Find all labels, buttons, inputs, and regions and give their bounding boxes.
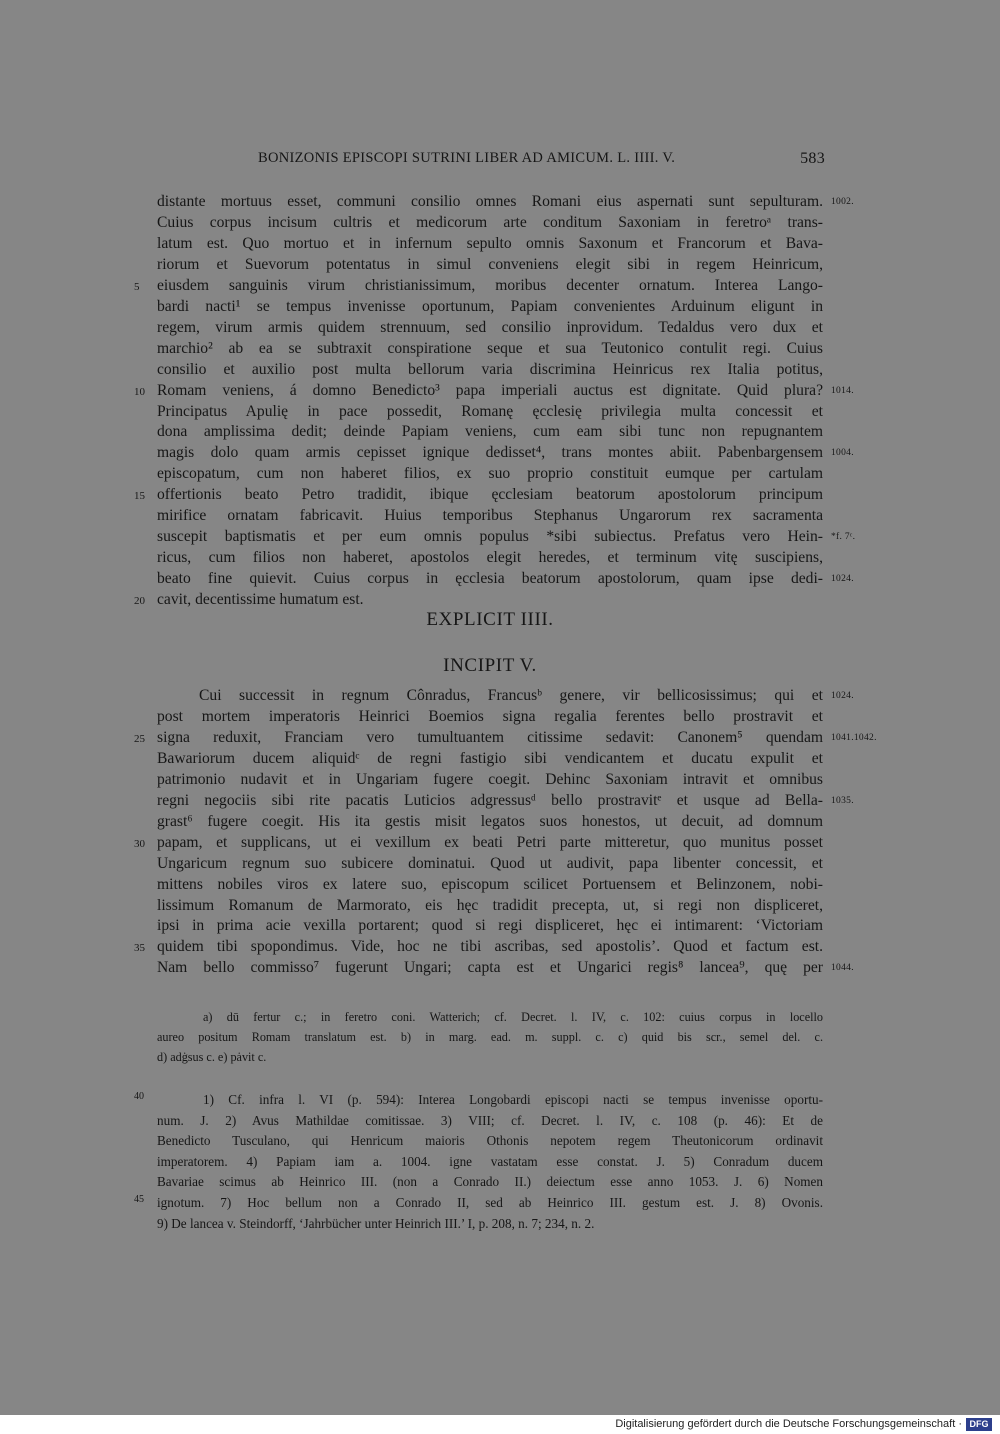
line-text: suscepit baptismatis et per eum omnis populus *sibi subiectus. Prefatus vero Hein- (157, 528, 823, 546)
line-text: mirifice ornatam fabricavit. Huius temporibus Stephanus Ungarorum rex sacramenta (157, 507, 823, 525)
text-line (157, 275, 823, 296)
line-number: 35 (134, 942, 145, 955)
margin-year: 1024. (831, 574, 854, 585)
line-number: 25 (134, 732, 145, 745)
text-line (157, 1214, 823, 1235)
margin-year: 1024. (831, 691, 854, 701)
line-text: offertionis beato Petro tradidit, ibique ęcclesiam beatorum apostolorum principum (157, 486, 823, 504)
line-text: regem, virum armis quidem strennuum, sed consilio inprovidum. Tedaldus vero dux et (157, 318, 823, 336)
dfg-logo: DFG (966, 1418, 992, 1431)
line-text: post mortem imperatoris Heinrici Boemios signa regalia ferentes bello prostravit et (157, 707, 823, 725)
line-number: 5 (134, 280, 140, 293)
line-number: 30 (134, 837, 145, 850)
line-text: marchio² ab ea se subtraxit conspiratione seque et sua Teutonico contulit regi. Cuius (157, 339, 823, 357)
text-line (157, 401, 823, 422)
text-line (157, 463, 823, 484)
line-text: consilio et auxilio post multa bellorum varia discrimina Heinricus rex Italia potitus, (157, 360, 823, 378)
text-line (157, 1111, 823, 1132)
text-line (157, 1172, 823, 1193)
text-line (157, 1047, 823, 1067)
text-line (157, 1007, 823, 1027)
text-line (157, 1152, 823, 1173)
margin-year: 1014. (831, 385, 854, 396)
text-line (157, 936, 823, 957)
text-line (157, 526, 823, 547)
line-number: 45 (134, 1194, 144, 1205)
text-line (157, 790, 823, 811)
line-text: dona amplissima dedit; deinde Papiam veniens, cum eam sibi tunc non repugnantem (157, 423, 823, 441)
running-title: BONIZONIS EPISCOPI SUTRINI LIBER AD AMICUM. L. IIII. V. (258, 150, 676, 166)
line-text: Benedicto Tusculano, qui Henricum maioris Othonis nepotem regem Theutonicorum ordinavit (157, 1133, 823, 1149)
page-number: 583 (800, 150, 825, 167)
text-line (157, 832, 823, 853)
text-line (157, 1193, 823, 1214)
line-text: grast⁶ fugere coegit. His ita gestis misit legatos suos honestos, ut decuit, ad domnum (157, 812, 823, 830)
text-line (157, 915, 823, 936)
text-line (157, 421, 823, 442)
line-text: regni negociis sibi rite pacatis Luticios adgressusᵈ bello prostravitᵉ et usque ad Bella- (157, 791, 823, 809)
text-line (157, 484, 823, 505)
line-text: 1) Cf. infra l. VI (p. 594): Interea Longobardi episcopi nacti se tempus invenisse oportu- (203, 1092, 823, 1107)
text-line (157, 296, 823, 317)
line-text: cavit, decentissime humatum est. (157, 591, 364, 609)
line-text: mittens nobiles viros ex latere suo, episcopum scilicet Portuensem et Belinzonem, nobi- (157, 875, 823, 893)
line-text: eiusdem sanguinis virum christianissimum, moribus decenter ornatum. Interea Lango- (157, 276, 823, 294)
line-text: signa reduxit, Franciam vero tumultuantem citissime sedavit: Canonem⁵ quendam (157, 728, 823, 746)
line-text: d) adġsus c. e) pȧvit c. (157, 1050, 267, 1064)
text-line (157, 233, 823, 254)
margin-year: 1004. (831, 448, 854, 459)
line-text: ignotum. 7) Hoc bellum non a Conrado II, sed ab Heinrico III. gestum est. J. 8) Ovonis. (157, 1195, 823, 1210)
line-text: aureo positum Romam translatum est. b) in marg. ead. m. suppl. c. c) quid bis scr., semel del. c. (157, 1030, 823, 1044)
text-line (157, 1131, 823, 1152)
line-text: ricus, cum filios non haberet, apostolos elegit heredes, et terminum vitę suscipiens, (157, 549, 823, 567)
text-line (157, 589, 823, 610)
incipit-heading: INCIPIT V. (443, 655, 537, 676)
line-text: Romam veniens, á domno Benedicto³ papa imperiali auctus est dignitate. Quid plura? (157, 381, 823, 399)
text-line (157, 1090, 823, 1111)
line-text: beato fine quievit. Cuius corpus in ęcclesia beatorum apostolorum, quam ipse dedi- (157, 570, 823, 588)
line-number: 20 (134, 595, 145, 608)
footer-bar (0, 1415, 1000, 1434)
margin-year: 1041.1042. (831, 732, 877, 743)
line-text: Bawariorum ducem aliquidᶜ de regni fastigio sibi vendicantem et ducatu expulit et (157, 749, 823, 767)
text-line (157, 338, 823, 359)
line-text: papam, et supplicans, ut ei vexillum ex beati Petri parte mitteretur, quo munitus posset (157, 833, 823, 851)
line-text: riorum et Suevorum potentatus in simul conveniens elegit sibi in regem Heinricum, (157, 255, 823, 273)
line-number: 15 (134, 490, 145, 503)
line-text: distante mortuus esset, communi consilio omnes Romani eius aspernati sunt sepulturam. (157, 193, 823, 210)
line-number: 10 (134, 385, 145, 398)
text-line (157, 874, 823, 895)
line-text: episcopatum, cum non haberet filios, ex suo proprio constituit eumque per cartulam (157, 465, 823, 483)
margin-year: 1035. (831, 795, 854, 806)
text-line (157, 957, 823, 978)
line-text: a) dū fertur c.; in feretro coni. Watterich; cf. Decret. l. IV, c. 102: cuius corpus in locello (203, 1010, 823, 1024)
text-line (157, 547, 823, 568)
margin-year: 1002. (831, 197, 854, 207)
line-text: Ungaricum regnum suo subicere dominatui. Quod ut audivit, papa libenter concessit, et (157, 854, 823, 872)
text-line (157, 685, 823, 706)
text-line (157, 853, 823, 874)
margin-year: 1044. (831, 963, 854, 974)
line-text: quidem tibi spopondimus. Vide, hoc ne tibi ascribas, sed apostolis’. Quod et factum est. (157, 938, 823, 956)
line-text: Cui successit in regnum Cônradus, Francusᵇ genere, vir bellicosissimus; qui et (199, 687, 823, 704)
margin-year: *f. 7ᶜ. (831, 532, 856, 543)
line-text: patrimonio nudavit et in Ungariam fugere coegit. Dehinc Saxoniam intravit et omnibus (157, 770, 823, 788)
text-line (157, 769, 823, 790)
line-text: Nam bello commisso⁷ fugerunt Ungari; capta est et Ungarici regis⁸ lancea⁹, quę per (157, 959, 823, 977)
funding-note: Digitalisierung gefördert durch die Deutsche Forschungsgemeinschaft · (615, 1418, 962, 1430)
text-line (157, 895, 823, 916)
text-line (157, 568, 823, 589)
text-line (157, 191, 823, 212)
line-text: Cuius corpus incisum cultris et medicorum arte conditum Saxoniam in feretroᵃ trans- (157, 213, 823, 231)
line-text: 9) De lancea v. Steindorff, ‘Jahrbücher unter Heinrich III.’ I, p. 208, n. 7; 234, n. 2. (157, 1215, 595, 1231)
text-line (157, 380, 823, 401)
explicit-heading: EXPLICIT IIII. (426, 609, 554, 630)
line-text: magis dolo quam armis cepisset ignique dedisset⁴, trans montes abiit. Pabenbargensem (157, 444, 823, 462)
text-line (157, 359, 823, 380)
text-line (157, 1027, 823, 1047)
text-line (157, 317, 823, 338)
text-line (157, 505, 823, 526)
line-number: 40 (134, 1091, 144, 1102)
text-line (157, 442, 823, 463)
text-line (157, 727, 823, 748)
line-text: ipsi in prima acie vexilla portarent; quod si regi displiceret, hęc ei intimarent: ‘Victoriam (157, 917, 823, 935)
line-text: Bavariae scimus ab Heinrico III. (non a Conrado II.) deiectum esse anno 1053. J. 6) Nomen (157, 1174, 823, 1190)
line-text: imperatorem. 4) Papiam iam a. 1004. igne vastatam esse constat. J. 5) Conradum ducem (157, 1153, 823, 1169)
text-line (157, 254, 823, 275)
line-text: Principatus Apulię in pace possedit, Romanę ęcclesię privilegia multa concessit et (157, 402, 823, 420)
text-line (157, 212, 823, 233)
line-text: lissimum Romanum de Marmorato, eis hęc tradidit precepta, ut, si regi non displiceret, (157, 896, 823, 914)
text-line (157, 811, 823, 832)
text-line (157, 748, 823, 769)
line-text: bardi nacti¹ se tempus invenisse oportunum, Papiam convenientes Arduinum eligunt in (157, 297, 823, 315)
text-line (157, 706, 823, 727)
line-text: num. J. 2) Avus Mathildae comitissae. 3) VIII; cf. Decret. l. IV, c. 108 (p. 46): Et de (157, 1112, 823, 1128)
line-text: latum est. Quo mortuo et in infernum sepulto omnis Saxonum et Francorum et Bava- (157, 234, 823, 252)
